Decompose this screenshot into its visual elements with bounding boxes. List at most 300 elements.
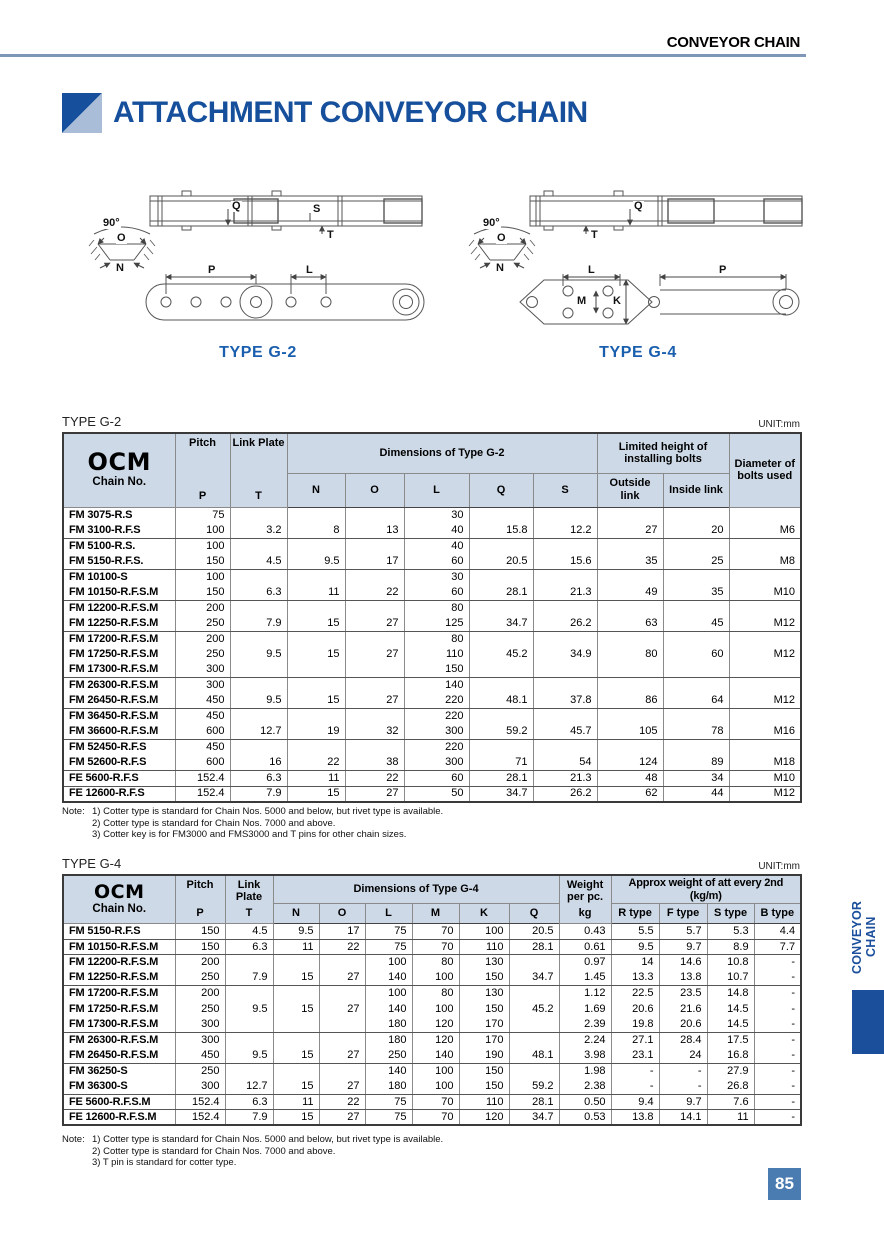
value-cell: 63 bbox=[597, 616, 663, 632]
value-cell: 27 bbox=[319, 1079, 365, 1095]
chain-no-cell: FM 17300-R.F.S.M bbox=[63, 1017, 175, 1033]
value-cell: 150 bbox=[459, 970, 509, 986]
value-cell bbox=[287, 709, 345, 725]
value-cell bbox=[287, 600, 345, 616]
header-rule bbox=[0, 54, 806, 57]
title-block bbox=[62, 93, 588, 133]
value-cell bbox=[663, 631, 729, 647]
dim-label-l: L bbox=[588, 264, 595, 276]
value-cell: 2.24 bbox=[559, 1032, 611, 1048]
value-cell bbox=[287, 631, 345, 647]
table-row bbox=[63, 647, 801, 663]
diagram-caption-g2: TYPE G-2 bbox=[219, 344, 297, 361]
header-s-type: S type bbox=[707, 904, 754, 924]
value-cell: 14.6 bbox=[659, 955, 707, 971]
chain-no-cell: FM 26300-R.F.S.M bbox=[63, 678, 175, 694]
value-cell: 15 bbox=[273, 970, 319, 986]
value-cell: 250 bbox=[365, 1048, 412, 1064]
header-limited-height: Limited height of installing bolts bbox=[597, 433, 729, 473]
chain-no-cell: FM 12200-R.F.S.M bbox=[63, 955, 175, 971]
value-cell: 27 bbox=[345, 647, 404, 663]
value-cell: 4.5 bbox=[225, 924, 273, 940]
value-cell: M18 bbox=[729, 755, 801, 771]
header-l: L bbox=[404, 473, 469, 507]
value-cell: 60 bbox=[404, 771, 469, 787]
chain-no-cell: FM 12250-R.F.S.M bbox=[63, 970, 175, 986]
value-cell bbox=[345, 662, 404, 678]
value-cell: 105 bbox=[597, 724, 663, 740]
value-cell: 9.5 bbox=[273, 924, 319, 940]
value-cell: 14.5 bbox=[707, 1017, 754, 1033]
value-cell: 150 bbox=[175, 939, 225, 955]
notes-g4: Note: 1) Cotter type is standard for Chain Nos. 5000 and below, but rivet type is available. 2) Cotter type is standard for Chain Nos. 7000 and above. 3) T pin is standard for cotter type. bbox=[62, 1134, 444, 1168]
dim-label-p: P bbox=[208, 264, 216, 276]
dim-label-90deg: 90° bbox=[483, 217, 500, 229]
value-cell bbox=[230, 538, 287, 554]
value-cell: 22 bbox=[345, 771, 404, 787]
value-cell: 1.45 bbox=[559, 970, 611, 986]
dim-label-n: N bbox=[496, 262, 504, 274]
value-cell: 27 bbox=[319, 1048, 365, 1064]
value-cell bbox=[597, 600, 663, 616]
value-cell bbox=[729, 662, 801, 678]
dim-label-k: K bbox=[613, 295, 621, 307]
value-cell: 80 bbox=[404, 631, 469, 647]
value-cell: 34.7 bbox=[509, 970, 559, 986]
value-cell: 250 bbox=[175, 616, 230, 632]
value-cell: 140 bbox=[404, 678, 469, 694]
value-cell: 220 bbox=[404, 740, 469, 756]
value-cell bbox=[663, 600, 729, 616]
value-cell: 20.6 bbox=[611, 1001, 659, 1017]
value-cell bbox=[319, 1063, 365, 1079]
value-cell: 300 bbox=[175, 1032, 225, 1048]
value-cell: 250 bbox=[175, 1001, 225, 1017]
value-cell bbox=[663, 709, 729, 725]
diagram-caption-g4: TYPE G-4 bbox=[599, 344, 677, 361]
value-cell bbox=[729, 740, 801, 756]
value-cell: 8.9 bbox=[707, 939, 754, 955]
value-cell: 15 bbox=[273, 1001, 319, 1017]
dim-label-l: L bbox=[306, 264, 313, 276]
value-cell: 7.9 bbox=[225, 970, 273, 986]
value-cell: 28.4 bbox=[659, 1032, 707, 1048]
value-cell: 21.3 bbox=[533, 771, 597, 787]
value-cell: 11 bbox=[273, 1094, 319, 1110]
header-outside-link: Outside link bbox=[597, 473, 663, 507]
value-cell: 130 bbox=[459, 955, 509, 971]
table-row bbox=[63, 569, 801, 585]
table-row bbox=[63, 924, 801, 940]
value-cell: 170 bbox=[459, 1017, 509, 1033]
value-cell: 17 bbox=[319, 924, 365, 940]
table-row bbox=[63, 709, 801, 725]
value-cell: 450 bbox=[175, 740, 230, 756]
value-cell: 11 bbox=[707, 1110, 754, 1126]
value-cell: 38 bbox=[345, 755, 404, 771]
value-cell: 34.7 bbox=[509, 1110, 559, 1126]
chain-no-cell: FM 5150-R.F.S bbox=[63, 924, 175, 940]
value-cell: 70 bbox=[412, 939, 459, 955]
value-cell bbox=[225, 955, 273, 971]
value-cell: - bbox=[754, 1032, 801, 1048]
value-cell: 40 bbox=[404, 523, 469, 539]
value-cell: 75 bbox=[365, 924, 412, 940]
value-cell: 15.6 bbox=[533, 554, 597, 570]
value-cell: 30 bbox=[404, 507, 469, 523]
value-cell: 26.2 bbox=[533, 786, 597, 802]
value-cell bbox=[663, 740, 729, 756]
table-row bbox=[63, 755, 801, 771]
value-cell: 80 bbox=[412, 986, 459, 1002]
value-cell: - bbox=[754, 986, 801, 1002]
value-cell: 4.5 bbox=[230, 554, 287, 570]
value-cell: 14.1 bbox=[659, 1110, 707, 1126]
value-cell: 13 bbox=[345, 523, 404, 539]
value-cell bbox=[663, 569, 729, 585]
table-row bbox=[63, 786, 801, 802]
value-cell bbox=[225, 1032, 273, 1048]
header-n: N bbox=[273, 904, 319, 924]
value-cell: 27.9 bbox=[707, 1063, 754, 1079]
chain-no-cell: FM 3100-R.F.S bbox=[63, 523, 175, 539]
value-cell: 140 bbox=[365, 1001, 412, 1017]
value-cell: M10 bbox=[729, 771, 801, 787]
chain-no-cell: FM 5100-R.S. bbox=[63, 538, 175, 554]
table-row bbox=[63, 1094, 801, 1110]
value-cell bbox=[533, 600, 597, 616]
value-cell: 300 bbox=[404, 755, 469, 771]
value-cell: 45.7 bbox=[533, 724, 597, 740]
value-cell: 22 bbox=[287, 755, 345, 771]
table-row bbox=[63, 724, 801, 740]
value-cell: 2.38 bbox=[559, 1079, 611, 1095]
value-cell: 27 bbox=[319, 1001, 365, 1017]
value-cell: - bbox=[754, 1001, 801, 1017]
table-row bbox=[63, 1110, 801, 1126]
value-cell: 13.8 bbox=[611, 1110, 659, 1126]
value-cell: 23.5 bbox=[659, 986, 707, 1002]
value-cell: 5.3 bbox=[707, 924, 754, 940]
value-cell: 100 bbox=[175, 538, 230, 554]
value-cell: 20.5 bbox=[509, 924, 559, 940]
value-cell: 150 bbox=[175, 585, 230, 601]
value-cell bbox=[469, 678, 533, 694]
chain-no-cell: FM 26450-R.F.S.M bbox=[63, 1048, 175, 1064]
ocm-logo: OCM bbox=[87, 448, 151, 477]
header-link-plate: Link Plate T bbox=[225, 875, 273, 924]
value-cell: 12.2 bbox=[533, 523, 597, 539]
value-cell: 26.8 bbox=[707, 1079, 754, 1095]
value-cell: 78 bbox=[663, 724, 729, 740]
value-cell bbox=[663, 678, 729, 694]
value-cell bbox=[225, 986, 273, 1002]
value-cell: 60 bbox=[404, 585, 469, 601]
value-cell: 140 bbox=[365, 970, 412, 986]
value-cell: 450 bbox=[175, 709, 230, 725]
value-cell: - bbox=[754, 1110, 801, 1126]
value-cell bbox=[597, 538, 663, 554]
value-cell: M12 bbox=[729, 786, 801, 802]
value-cell bbox=[230, 678, 287, 694]
value-cell: 34.7 bbox=[469, 786, 533, 802]
value-cell: 9.7 bbox=[659, 1094, 707, 1110]
value-cell: 45.2 bbox=[469, 647, 533, 663]
unit-label-g4: UNIT:mm bbox=[758, 861, 800, 872]
chain-no-cell: FM 10100-S bbox=[63, 569, 175, 585]
value-cell: 75 bbox=[365, 939, 412, 955]
value-cell bbox=[230, 600, 287, 616]
page-number-badge: 85 bbox=[768, 1168, 801, 1200]
table-row bbox=[63, 955, 801, 971]
value-cell bbox=[597, 507, 663, 523]
value-cell: 150 bbox=[459, 1063, 509, 1079]
value-cell: 27 bbox=[319, 1110, 365, 1126]
value-cell: - bbox=[754, 1079, 801, 1095]
chain-no-cell: FM 5150-R.F.S. bbox=[63, 554, 175, 570]
value-cell: 11 bbox=[287, 585, 345, 601]
value-cell: 89 bbox=[663, 755, 729, 771]
value-cell: 10.7 bbox=[707, 970, 754, 986]
chain-no-cell: FM 17250-R.F.S.M bbox=[63, 1001, 175, 1017]
value-cell: 180 bbox=[365, 1017, 412, 1033]
value-cell bbox=[509, 986, 559, 1002]
value-cell bbox=[273, 1032, 319, 1048]
table-row bbox=[63, 538, 801, 554]
value-cell bbox=[287, 740, 345, 756]
value-cell: 9.5 bbox=[611, 939, 659, 955]
value-cell bbox=[509, 1063, 559, 1079]
value-cell bbox=[469, 662, 533, 678]
value-cell bbox=[533, 538, 597, 554]
value-cell: 7.7 bbox=[754, 939, 801, 955]
value-cell bbox=[597, 740, 663, 756]
value-cell: M12 bbox=[729, 616, 801, 632]
value-cell: 60 bbox=[663, 647, 729, 663]
value-cell: 5.5 bbox=[611, 924, 659, 940]
dim-label-90deg: 90° bbox=[103, 217, 120, 229]
table-row bbox=[63, 771, 801, 787]
value-cell: 100 bbox=[412, 1063, 459, 1079]
value-cell: 12.7 bbox=[225, 1079, 273, 1095]
value-cell: 75 bbox=[365, 1094, 412, 1110]
value-cell bbox=[287, 678, 345, 694]
value-cell: M10 bbox=[729, 585, 801, 601]
value-cell: 7.9 bbox=[230, 616, 287, 632]
value-cell: 152.4 bbox=[175, 786, 230, 802]
value-cell: 0.53 bbox=[559, 1110, 611, 1126]
value-cell: 125 bbox=[404, 616, 469, 632]
value-cell bbox=[469, 631, 533, 647]
table-row bbox=[63, 523, 801, 539]
dim-label-p: P bbox=[719, 264, 727, 276]
value-cell: 15 bbox=[287, 647, 345, 663]
value-cell: 21.6 bbox=[659, 1001, 707, 1017]
value-cell: 200 bbox=[175, 986, 225, 1002]
sidebar-section-label: CONVEYOR CHAIN bbox=[850, 900, 878, 974]
value-cell: 70 bbox=[412, 1110, 459, 1126]
note-line: 1) Cotter type is standard for Chain Nos. 5000 and below, but rivet type is available. bbox=[92, 1134, 444, 1145]
value-cell: 450 bbox=[175, 1048, 225, 1064]
value-cell: 7.6 bbox=[707, 1094, 754, 1110]
table-row bbox=[63, 554, 801, 570]
value-cell: 13.3 bbox=[611, 970, 659, 986]
chain-no-cell: FM 52600-R.F.S bbox=[63, 755, 175, 771]
value-cell: 9.5 bbox=[287, 554, 345, 570]
chain-no-cell: FM 10150-R.F.S.M bbox=[63, 585, 175, 601]
value-cell: 124 bbox=[597, 755, 663, 771]
value-cell: 9.5 bbox=[225, 1048, 273, 1064]
value-cell: 100 bbox=[365, 986, 412, 1002]
header-k: K bbox=[459, 904, 509, 924]
value-cell: 34 bbox=[663, 771, 729, 787]
value-cell: 80 bbox=[404, 600, 469, 616]
value-cell: M6 bbox=[729, 523, 801, 539]
value-cell: 27 bbox=[319, 970, 365, 986]
dim-label-s: S bbox=[313, 203, 321, 215]
header-b-type: B type bbox=[754, 904, 801, 924]
value-cell: 20.6 bbox=[659, 1017, 707, 1033]
section-label-g4: TYPE G-4 bbox=[62, 856, 122, 871]
value-cell: - bbox=[754, 970, 801, 986]
value-cell: 300 bbox=[175, 1017, 225, 1033]
value-cell: 152.4 bbox=[175, 1094, 225, 1110]
value-cell bbox=[469, 740, 533, 756]
value-cell: 0.43 bbox=[559, 924, 611, 940]
value-cell: 15 bbox=[273, 1048, 319, 1064]
value-cell bbox=[533, 662, 597, 678]
value-cell: 6.3 bbox=[225, 1094, 273, 1110]
table-row bbox=[63, 1017, 801, 1033]
value-cell: 1.12 bbox=[559, 986, 611, 1002]
value-cell: 15 bbox=[273, 1110, 319, 1126]
value-cell: 80 bbox=[597, 647, 663, 663]
value-cell: 50 bbox=[404, 786, 469, 802]
value-cell bbox=[230, 662, 287, 678]
value-cell bbox=[273, 986, 319, 1002]
value-cell: 7.9 bbox=[225, 1110, 273, 1126]
value-cell: 59.2 bbox=[509, 1079, 559, 1095]
header-weight: Weight per pc. kg bbox=[559, 875, 611, 924]
table-row bbox=[63, 970, 801, 986]
dim-label-t: T bbox=[327, 229, 334, 241]
header-f-type: F type bbox=[659, 904, 707, 924]
table-row bbox=[63, 631, 801, 647]
value-cell bbox=[663, 507, 729, 523]
header-pitch: Pitch P bbox=[175, 433, 230, 507]
value-cell bbox=[345, 709, 404, 725]
value-cell: 300 bbox=[175, 1079, 225, 1095]
value-cell bbox=[729, 569, 801, 585]
value-cell: 26.2 bbox=[533, 616, 597, 632]
value-cell: 9.7 bbox=[659, 939, 707, 955]
value-cell: 75 bbox=[175, 507, 230, 523]
value-cell: 2.39 bbox=[559, 1017, 611, 1033]
table-row bbox=[63, 1079, 801, 1095]
value-cell: 140 bbox=[365, 1063, 412, 1079]
value-cell: M16 bbox=[729, 724, 801, 740]
value-cell: 22 bbox=[345, 585, 404, 601]
value-cell: 49 bbox=[597, 585, 663, 601]
value-cell: 9.5 bbox=[230, 647, 287, 663]
value-cell: 24 bbox=[659, 1048, 707, 1064]
value-cell: 23.1 bbox=[611, 1048, 659, 1064]
header-o: O bbox=[319, 904, 365, 924]
header-chain-no: OCM Chain No. bbox=[63, 875, 175, 924]
spec-table-g4 bbox=[62, 874, 802, 1126]
note-line: 3) T pin is standard for cotter type. bbox=[92, 1157, 237, 1168]
value-cell: - bbox=[611, 1063, 659, 1079]
chain-no-cell: FM 12200-R.F.S.M bbox=[63, 600, 175, 616]
table-row bbox=[63, 740, 801, 756]
value-cell: 28.1 bbox=[509, 1094, 559, 1110]
header-s: S bbox=[533, 473, 597, 507]
value-cell bbox=[533, 709, 597, 725]
table-row bbox=[63, 1032, 801, 1048]
section-label-g2: TYPE G-2 bbox=[62, 414, 122, 429]
value-cell: 30 bbox=[404, 569, 469, 585]
value-cell: 80 bbox=[412, 955, 459, 971]
chain-no-cell: FM 12250-R.F.S.M bbox=[63, 616, 175, 632]
value-cell: 59.2 bbox=[469, 724, 533, 740]
value-cell bbox=[230, 569, 287, 585]
value-cell: 12.7 bbox=[230, 724, 287, 740]
value-cell: 75 bbox=[365, 1110, 412, 1126]
value-cell bbox=[345, 600, 404, 616]
value-cell: 250 bbox=[175, 970, 225, 986]
value-cell: 450 bbox=[175, 693, 230, 709]
value-cell: 150 bbox=[459, 1001, 509, 1017]
note-line: 2) Cotter type is standard for Chain Nos. 7000 and above. bbox=[92, 1145, 336, 1157]
value-cell: 180 bbox=[365, 1032, 412, 1048]
value-cell: 3.98 bbox=[559, 1048, 611, 1064]
value-cell: 300 bbox=[175, 662, 230, 678]
value-cell bbox=[729, 538, 801, 554]
value-cell: M12 bbox=[729, 693, 801, 709]
value-cell bbox=[533, 740, 597, 756]
value-cell bbox=[533, 507, 597, 523]
header-q: Q bbox=[509, 904, 559, 924]
value-cell: 7.9 bbox=[230, 786, 287, 802]
value-cell: 34.7 bbox=[469, 616, 533, 632]
value-cell: 6.3 bbox=[225, 939, 273, 955]
value-cell bbox=[230, 507, 287, 523]
value-cell: 220 bbox=[404, 709, 469, 725]
value-cell: 64 bbox=[663, 693, 729, 709]
page-title: ATTACHMENT CONVEYOR CHAIN bbox=[113, 96, 588, 129]
value-cell: 70 bbox=[412, 1094, 459, 1110]
value-cell: 14.8 bbox=[707, 986, 754, 1002]
value-cell: 28.1 bbox=[469, 771, 533, 787]
value-cell: 70 bbox=[412, 924, 459, 940]
value-cell: 71 bbox=[469, 755, 533, 771]
value-cell: 48.1 bbox=[469, 693, 533, 709]
value-cell bbox=[729, 678, 801, 694]
value-cell bbox=[319, 1017, 365, 1033]
value-cell: 200 bbox=[175, 600, 230, 616]
value-cell: 190 bbox=[459, 1048, 509, 1064]
value-cell: 9.5 bbox=[225, 1001, 273, 1017]
value-cell: 250 bbox=[175, 1063, 225, 1079]
value-cell: 48 bbox=[597, 771, 663, 787]
value-cell bbox=[469, 569, 533, 585]
value-cell: 25 bbox=[663, 554, 729, 570]
value-cell bbox=[729, 600, 801, 616]
value-cell: 100 bbox=[412, 1001, 459, 1017]
table-row bbox=[63, 1048, 801, 1064]
header-q: Q bbox=[469, 473, 533, 507]
header-o: O bbox=[345, 473, 404, 507]
